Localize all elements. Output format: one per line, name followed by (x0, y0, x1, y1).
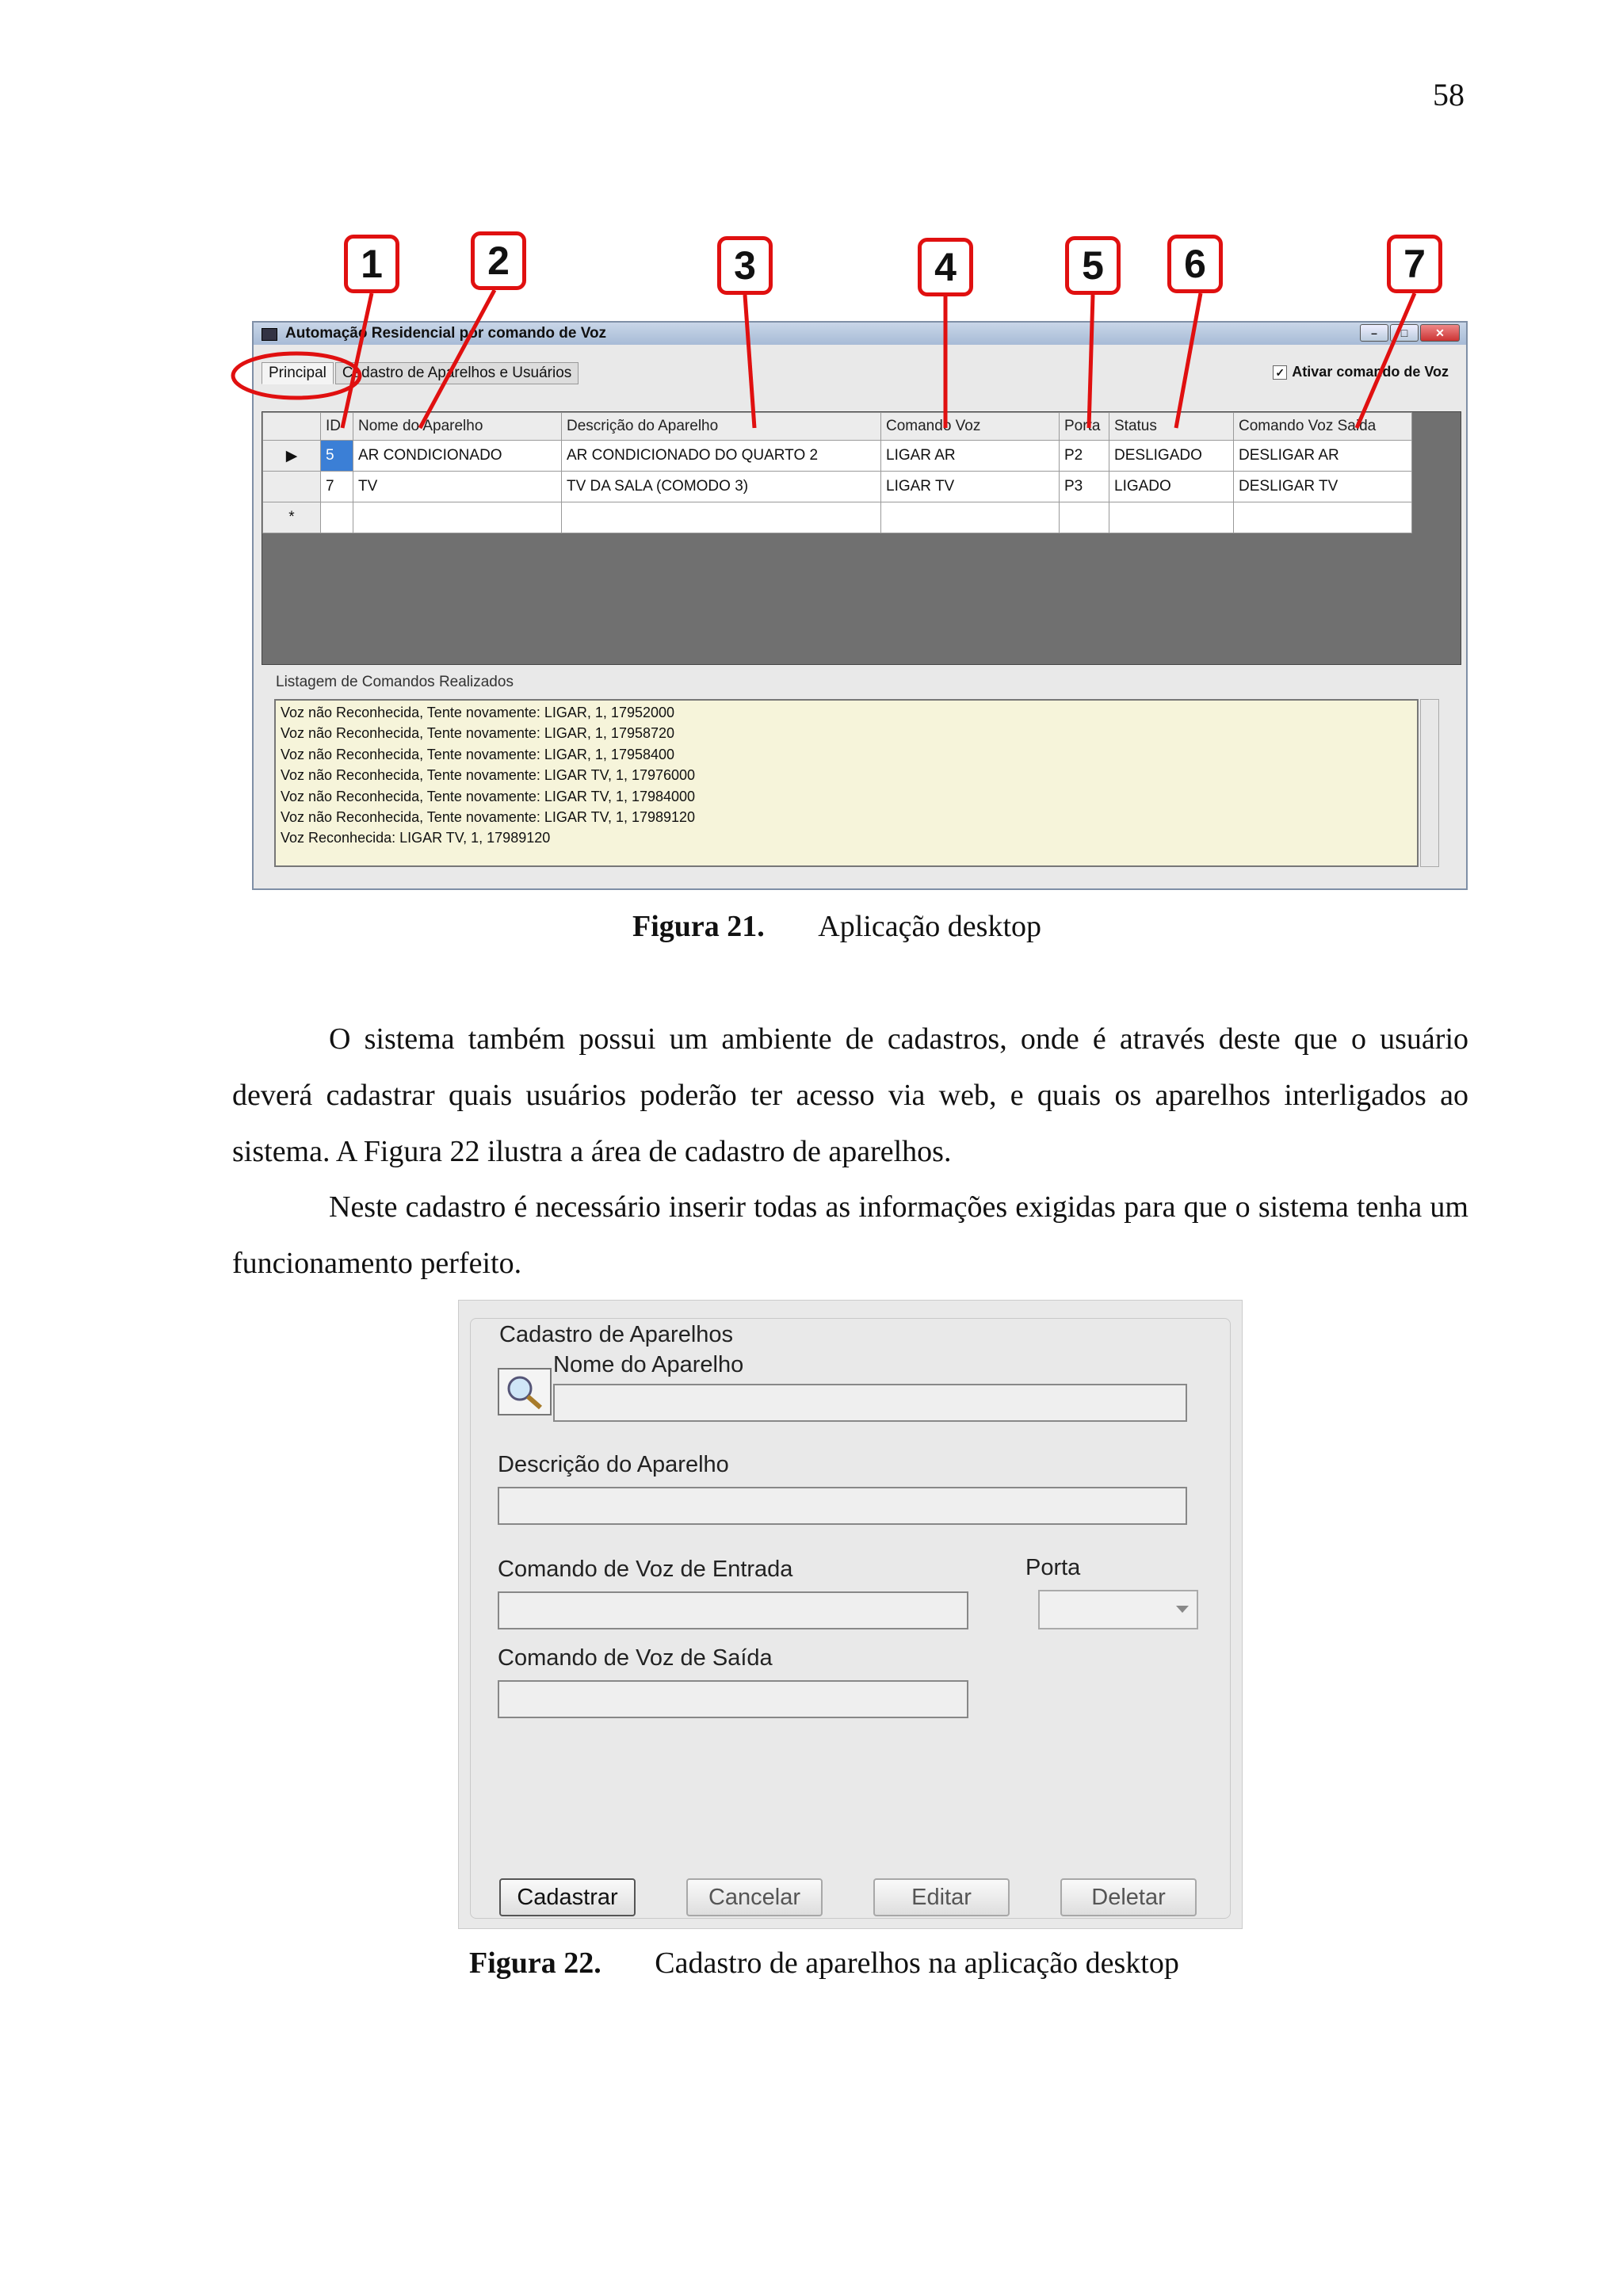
cell-empty[interactable] (881, 502, 1060, 533)
tab-cadastro[interactable]: Cadastro de Aparelhos e Usuários (335, 362, 579, 384)
callout-1: 1 (344, 235, 399, 293)
tab-bar (262, 362, 580, 384)
log-line: Voz Reconhecida: LIGAR TV, 1, 17989120 (281, 830, 551, 846)
log-line: Voz não Reconhecida, Tente novamente: LIGAR, 1, 17958400 (281, 746, 675, 762)
cadastrar-button[interactable]: Cadastrar (499, 1878, 636, 1916)
porta-select[interactable] (1038, 1590, 1198, 1629)
row-header-corner (263, 413, 321, 441)
callout-2: 2 (471, 231, 526, 290)
col-header-saida[interactable]: Comando Voz Saida (1234, 413, 1412, 441)
callout-6: 6 (1167, 235, 1223, 293)
cell-status[interactable]: LIGADO (1109, 472, 1234, 502)
table-header-row (263, 413, 1412, 441)
fieldset-legend: Cadastro de Aparelhos (495, 1322, 738, 1348)
minimize-icon[interactable]: – (1360, 324, 1388, 342)
table-row[interactable] (263, 472, 1412, 502)
log-line: Voz não Reconhecida, Tente novamente: LIGAR, 1, 17958720 (281, 725, 675, 742)
search-icon[interactable] (498, 1368, 552, 1415)
figure21-caption (632, 909, 1041, 944)
chevron-down-icon (1176, 1606, 1189, 1613)
figure21-caption-text: Aplicação desktop (818, 910, 1042, 943)
window-controls (1360, 324, 1460, 342)
log-line: Voz não Reconhecida, Tente novamente: LIGAR TV, 1, 17984000 (281, 788, 696, 804)
magnifier-glyph (499, 1370, 550, 1414)
cell-descricao[interactable]: AR CONDICIONADO DO QUARTO 2 (562, 441, 881, 472)
ativar-voz-label: Ativar comando de Voz (1292, 364, 1449, 380)
col-header-porta[interactable]: Porta (1060, 413, 1109, 441)
tab-principal[interactable]: Principal (262, 362, 334, 384)
cadastro-aparelhos-form (458, 1300, 1243, 1929)
log-title: Listagem de Comandos Realizados (276, 674, 514, 690)
callout-4: 4 (918, 238, 973, 296)
paragraph-1: O sistema também possui um ambiente de cadastros, onde é através deste que o usuário deverá cadastrar quais usuários poderão ter acesso via web, e quais os aparelhos interligados ao sistema. A Figura 22 ilustra a área de cadastro de aparelhos. (232, 1022, 1468, 1168)
current-row-marker: ▶ (263, 441, 321, 472)
cell-empty[interactable] (1060, 502, 1109, 533)
col-header-comando[interactable]: Comando Voz (881, 413, 1060, 441)
devices-grid (262, 411, 1461, 665)
figure22-caption-text: Cadastro de aparelhos na aplicação desktop (655, 1946, 1179, 1980)
checkbox-checked-icon[interactable]: ✓ (1273, 365, 1287, 380)
col-header-status[interactable]: Status (1109, 413, 1234, 441)
cell-comando[interactable]: LIGAR TV (881, 472, 1060, 502)
new-row[interactable] (263, 502, 1412, 533)
cell-empty[interactable] (562, 502, 881, 533)
paragraph-2: Neste cadastro é necessário inserir todas as informações exigidas para que o sistema tenha um funcionamento perfeito. (232, 1190, 1468, 1280)
cell-porta[interactable]: P2 (1060, 441, 1109, 472)
devices-table (262, 412, 1412, 533)
close-icon[interactable]: ✕ (1420, 324, 1460, 342)
figure22-caption-label: Figura 22. (469, 1946, 601, 1980)
cell-saida[interactable]: DESLIGAR TV (1234, 472, 1412, 502)
app-icon (262, 328, 277, 341)
col-header-descricao[interactable]: Descrição do Aparelho (562, 413, 881, 441)
entrada-input[interactable] (498, 1591, 968, 1629)
desktop-app-window (252, 321, 1468, 890)
ativar-voz-checkbox[interactable] (1273, 364, 1449, 380)
log-line: Voz não Reconhecida, Tente novamente: LIGAR TV, 1, 17989120 (281, 809, 696, 826)
table-row[interactable] (263, 441, 1412, 472)
deletar-button[interactable]: Deletar (1060, 1878, 1197, 1916)
porta-label: Porta (1025, 1555, 1081, 1580)
window-titlebar (254, 323, 1466, 345)
callout-7: 7 (1387, 235, 1442, 293)
editar-button[interactable]: Editar (873, 1878, 1010, 1916)
callout-3: 3 (717, 236, 773, 295)
log-line: Voz não Reconhecida, Tente novamente: LIGAR, 1, 17952000 (281, 705, 675, 720)
cell-nome[interactable]: TV (353, 472, 562, 502)
cell-id[interactable]: 7 (321, 472, 353, 502)
figure21-caption-label: Figura 21. (632, 910, 765, 943)
cell-nome[interactable]: AR CONDICIONADO (353, 441, 562, 472)
cell-empty[interactable] (353, 502, 562, 533)
col-header-id[interactable]: ID (321, 413, 353, 441)
new-row-marker: * (263, 502, 321, 533)
descricao-label: Descrição do Aparelho (498, 1452, 729, 1477)
saida-label: Comando de Voz de Saída (498, 1645, 773, 1671)
row-header (263, 472, 321, 502)
entrada-label: Comando de Voz de Entrada (498, 1557, 793, 1582)
page-number: 58 (1433, 77, 1465, 113)
cell-comando[interactable]: LIGAR AR (881, 441, 1060, 472)
cell-empty[interactable] (1109, 502, 1234, 533)
nome-label: Nome do Aparelho (553, 1352, 744, 1377)
log-textarea[interactable] (274, 699, 1419, 867)
maximize-icon[interactable]: □ (1390, 324, 1419, 342)
cell-saida[interactable]: DESLIGAR AR (1234, 441, 1412, 472)
log-line: Voz não Reconhecida, Tente novamente: LIGAR TV, 1, 17976000 (281, 767, 696, 784)
nome-input[interactable] (553, 1384, 1187, 1422)
cell-id[interactable]: 5 (321, 441, 353, 472)
cell-empty[interactable] (1234, 502, 1412, 533)
callout-5: 5 (1065, 236, 1121, 295)
descricao-input[interactable] (498, 1487, 1187, 1525)
cancelar-button[interactable]: Cancelar (686, 1878, 823, 1916)
cell-empty[interactable] (321, 502, 353, 533)
cell-descricao[interactable]: TV DA SALA (COMODO 3) (562, 472, 881, 502)
window-title: Automação Residencial por comando de Voz (285, 325, 607, 342)
cell-status[interactable]: DESLIGADO (1109, 441, 1234, 472)
saida-input[interactable] (498, 1680, 968, 1718)
cell-porta[interactable]: P3 (1060, 472, 1109, 502)
col-header-nome[interactable]: Nome do Aparelho (353, 413, 562, 441)
log-scrollbar[interactable] (1420, 699, 1439, 867)
cadastro-fieldset (470, 1318, 1231, 1919)
figure22-caption (469, 1946, 1179, 1981)
